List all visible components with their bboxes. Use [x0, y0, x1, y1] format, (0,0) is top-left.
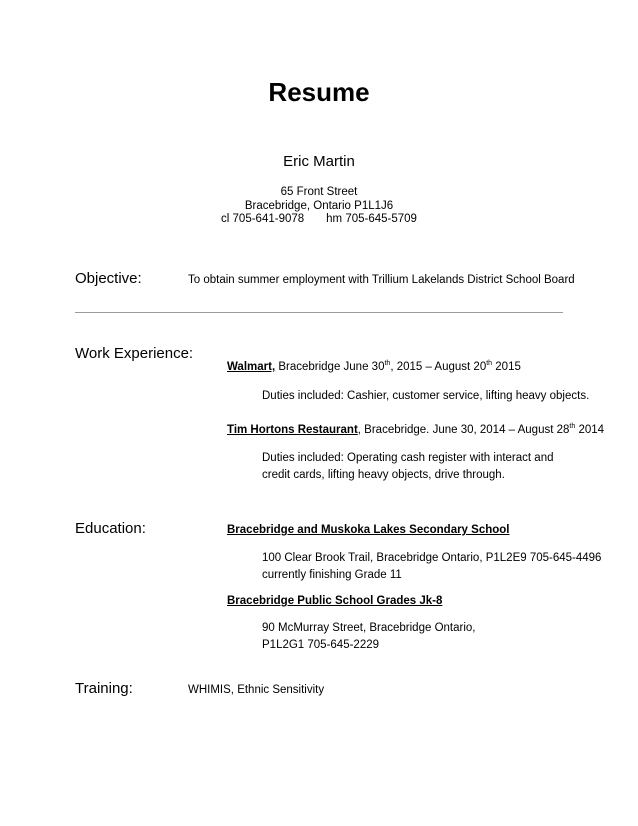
- city-address: Bracebridge, Ontario P1L1J6: [244, 200, 394, 212]
- school-secondary: Bracebridge and Muskoka Lakes Secondary School: [227, 524, 510, 536]
- education-label: Education:: [75, 520, 146, 537]
- work-experience-label: Work Experience:: [75, 345, 194, 362]
- job-walmart-duties: Duties included: Cashier, customer service, lifting heavy objects.: [262, 390, 590, 402]
- school-secondary-status: currently finishing Grade 11: [262, 569, 402, 581]
- training-text: WHIMIS, Ethnic Sensitivity: [188, 684, 325, 696]
- section-divider: [75, 312, 563, 313]
- objective-text: To obtain summer employment with Trillium Lakelands District School Board: [188, 274, 575, 286]
- training-label: Training:: [75, 680, 133, 697]
- phone-numbers: [0, 213, 638, 225]
- objective-label: Objective:: [75, 270, 142, 287]
- resume-title: Resume: [268, 77, 370, 107]
- applicant-name: Eric Martin: [283, 153, 355, 170]
- job-tim-hortons-header: Tim Hortons Restaurant, Bracebridge. June 30, 2014 – August 28th 2014: [227, 423, 605, 436]
- cell-phone: cl 705-641-9078: [221, 213, 305, 225]
- employer-walmart: Walmart,: [227, 361, 276, 373]
- job-walmart-header: Walmart, Bracebridge June 30th, 2015 – August 20th 2015: [227, 360, 521, 373]
- school-public-address: 90 McMurray Street, Bracebridge Ontario,: [262, 622, 476, 634]
- employer-tim-hortons: Tim Hortons Restaurant: [227, 424, 358, 436]
- home-phone: hm 705-645-5709: [326, 213, 417, 225]
- school-public: Bracebridge Public School Grades Jk-8: [227, 595, 443, 607]
- school-public-contact: P1L2G1 705-645-2229: [262, 639, 380, 651]
- street-address: 65 Front Street: [280, 186, 358, 198]
- job-tim-hortons-duties: Duties included: Operating cash register with interact and credit cards, lifting heavy objects, drive through.: [262, 452, 554, 481]
- school-secondary-address: 100 Clear Brook Trail, Bracebridge Ontario, P1L2E9 705-645-4496: [262, 552, 602, 564]
